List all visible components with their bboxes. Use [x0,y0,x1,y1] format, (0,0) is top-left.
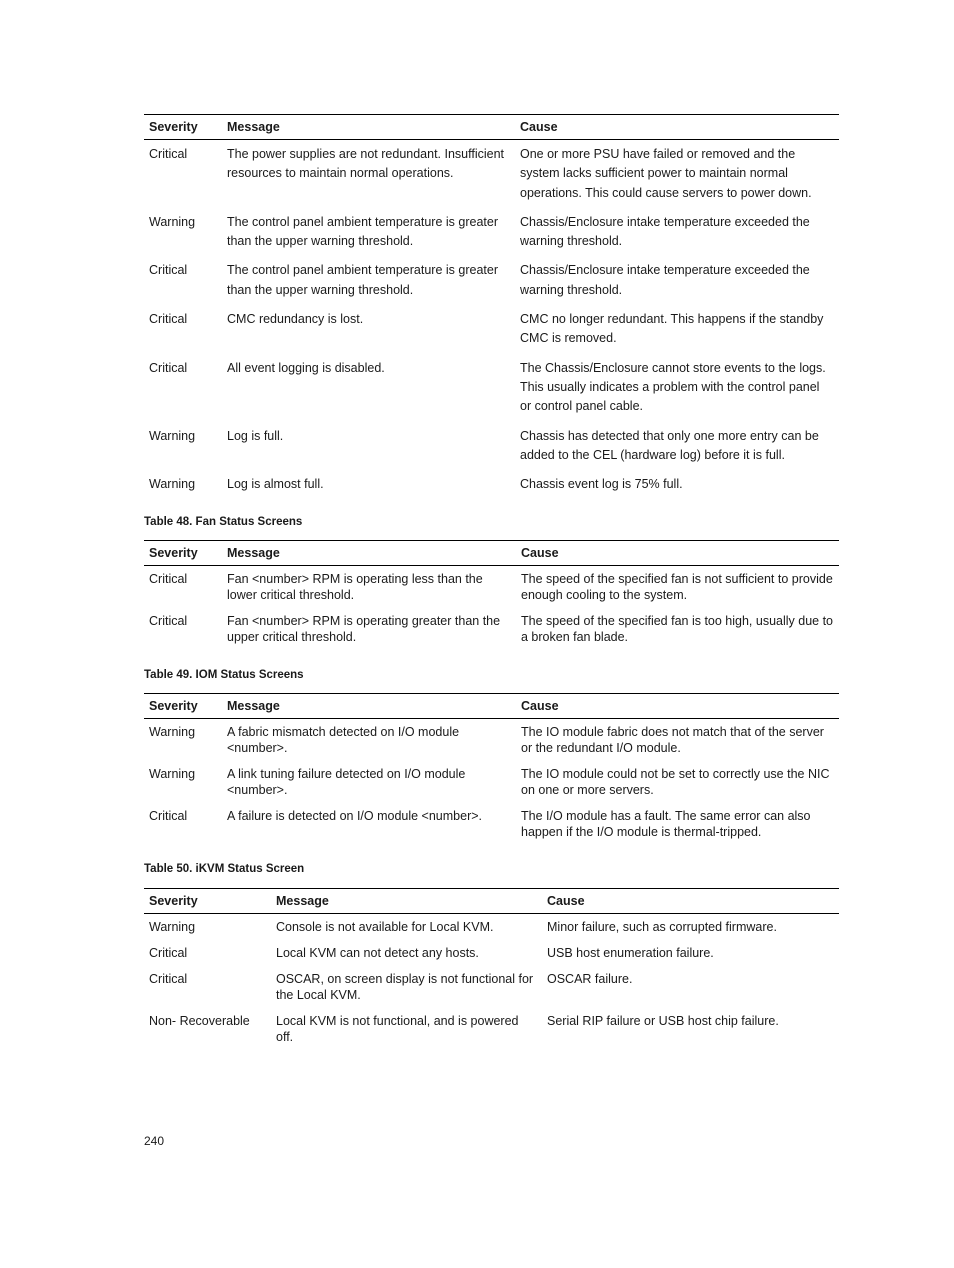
cell-cause: The Chassis/Enclosure cannot store events to the logs. This usually indicates a problem with the control panel or control panel cable. [520,360,826,414]
cell-severity: Critical [149,263,188,278]
cell-message: All event logging is disabled. [227,360,385,375]
cell-cause: The I/O module has a fault. The same error can also happen if the I/O module is thermal-tripped. [521,809,811,839]
cell-severity: Warning [149,725,196,739]
cell-cause: The IO module could not be set to correctly use the NIC on one or more servers. [521,767,830,797]
cell-severity: Warning [149,477,196,492]
cell-severity: Warning [149,214,196,229]
cell-severity: Critical [149,572,188,586]
iom-status-table-container [144,693,839,846]
cell-cause: Chassis has detected that only one more entry can be added to the CEL (hardware log) before it is full. [520,428,819,462]
cell-message: CMC redundancy is lost. [227,312,364,327]
header-cause: Cause [542,889,839,914]
fan-status-table [144,540,839,651]
cell-cause: Serial RIP failure or USB host chip failure. [547,1014,779,1028]
cell-cause: OSCAR failure. [547,972,633,986]
table-row [144,762,839,804]
cell-severity: Critical [149,809,188,823]
header-severity: Severity [144,694,222,719]
cell-severity: Non- Recoverable [149,1014,250,1028]
table-row [144,1009,839,1051]
header-message: Message [222,115,515,140]
cell-severity: Critical [149,614,188,628]
iom-status-table [144,693,839,846]
table-header-row [144,115,839,140]
cell-message: A fabric mismatch detected on I/O module <number>. [227,725,460,755]
psu-status-table-container [144,114,839,501]
cell-cause: USB host enumeration failure. [547,946,714,960]
table-row [144,719,839,763]
table-row [144,967,839,1009]
table-header-row [144,694,839,719]
table-49-caption: Table 49. IOM Status Screens [144,669,304,681]
table-row [144,356,839,424]
table-row [144,804,839,846]
cell-message: A failure is detected on I/O module <number>. [227,809,483,823]
header-severity: Severity [144,541,222,566]
psu-status-table [144,114,839,501]
cell-message: Log is full. [227,428,284,443]
cell-message: Fan <number> RPM is operating less than the lower critical threshold. [227,572,483,602]
cell-cause: Minor failure, such as corrupted firmware. [547,920,777,934]
page-number: 240 [144,1134,165,1148]
cell-severity: Critical [149,972,188,986]
cell-severity: Critical [149,946,188,960]
ikvm-status-table-container [144,888,839,1051]
cell-severity: Warning [149,428,196,443]
table-row [144,424,839,473]
table-row [144,472,839,501]
header-message: Message [222,694,516,719]
table-row [144,258,839,307]
cell-severity: Critical [149,147,188,161]
cell-message: Fan <number> RPM is operating greater than the upper critical threshold. [227,614,501,644]
cell-cause: The speed of the specified fan is not sufficient to provide enough cooling to the system. [521,572,833,602]
table-row [144,941,839,967]
cell-message: Log is almost full. [227,477,324,492]
cell-severity: Critical [149,312,188,327]
cell-severity: Warning [149,920,196,934]
table-row [144,609,839,651]
cell-message: Local KVM is not functional, and is powered off. [276,1014,519,1044]
cell-message: A link tuning failure detected on I/O module <number>. [227,767,466,797]
header-cause: Cause [515,115,839,140]
cell-message: The control panel ambient temperature is greater than the upper warning threshold. [227,214,498,249]
ikvm-status-table [144,888,839,1051]
cell-cause: Chassis/Enclosure intake temperature exceeded the warning threshold. [520,263,810,297]
table-row [144,566,839,610]
table-row [144,307,839,356]
header-cause: Cause [516,694,839,719]
table-header-row [144,541,839,566]
header-message: Message [271,889,542,914]
cell-cause: Chassis event log is 75% full. [520,477,683,492]
header-message: Message [222,541,516,566]
cell-message: The power supplies are not redundant. Insufficient resources to maintain normal operations. [227,147,505,181]
header-severity: Severity [144,115,222,140]
cell-severity: Warning [149,767,196,781]
table-row [144,210,839,259]
header-cause: Cause [516,541,839,566]
cell-cause: The IO module fabric does not match that of the server or the redundant I/O module. [521,725,824,755]
cell-message: Console is not available for Local KVM. [276,920,494,934]
table-row [144,140,839,210]
table-50-caption: Table 50. iKVM Status Screen [144,863,305,875]
table-48-caption: Table 48. Fan Status Screens [144,516,303,528]
cell-cause: Chassis/Enclosure intake temperature exceeded the warning threshold. [520,214,810,249]
cell-cause: The speed of the specified fan is too high, usually due to a broken fan blade. [521,614,834,644]
table-header-row [144,889,839,914]
table-row [144,914,839,942]
cell-severity: Critical [149,360,188,375]
cell-cause: CMC no longer redundant. This happens if the standby CMC is removed. [520,312,824,346]
cell-cause: One or more PSU have failed or removed and the system lacks sufficient power to maintain normal operations. This could cause servers to power down. [520,147,812,200]
header-severity: Severity [144,889,271,914]
fan-status-table-container [144,540,839,651]
cell-message: OSCAR, on screen display is not functional for the Local KVM. [276,972,534,1002]
cell-message: Local KVM can not detect any hosts. [276,946,479,960]
cell-message: The control panel ambient temperature is greater than the upper warning threshold. [227,263,498,297]
